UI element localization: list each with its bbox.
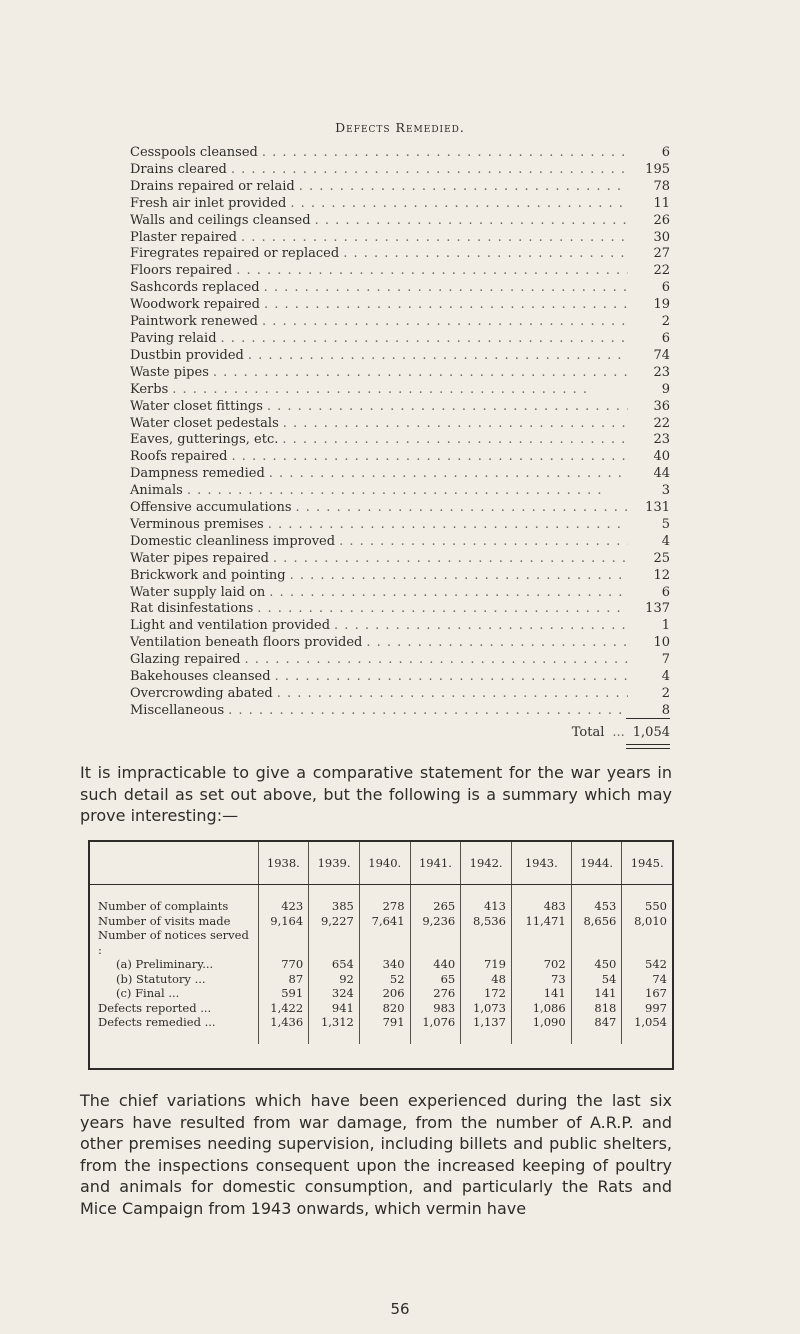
table-cell: 770 <box>258 957 309 972</box>
total-dots: ... <box>612 725 625 740</box>
defect-count: 131 <box>645 500 670 516</box>
table-cell: 265 <box>410 885 461 914</box>
table-cell: 278 <box>359 885 410 914</box>
table-cell: 1,436 <box>258 1015 309 1044</box>
defect-count: 27 <box>653 246 670 262</box>
defect-row <box>130 280 670 297</box>
defect-label: Miscellaneous <box>130 702 225 718</box>
table-cell: 702 <box>511 957 571 972</box>
defect-count: 4 <box>661 669 670 685</box>
defect-label: Cesspools cleansed <box>130 145 258 160</box>
defects-list <box>130 145 670 720</box>
row-label: Defects reported ... <box>98 1000 212 1015</box>
row-label: (b) Statutory ... <box>116 971 206 986</box>
table-row <box>90 885 672 914</box>
defect-row <box>130 635 670 652</box>
table-cell <box>410 928 461 957</box>
table-cell: 54 <box>571 972 622 987</box>
defect-row <box>130 432 670 449</box>
section-heading: Defects Remedied. <box>335 120 465 135</box>
year-header: 1944. <box>571 842 622 885</box>
defect-count: 195 <box>645 161 670 177</box>
leader-dots <box>271 669 628 686</box>
table-cell: 73 <box>511 972 571 987</box>
defect-count: 5 <box>661 516 670 532</box>
defect-label: Ventilation beneath floors provided <box>130 635 363 651</box>
table-cell: 1,422 <box>258 1001 309 1016</box>
defect-label: Eaves, gutterings, etc. <box>130 432 279 448</box>
table-row <box>90 914 672 929</box>
table-cell: 997 <box>622 1001 672 1016</box>
defect-label: Verminous premises <box>130 516 264 532</box>
defect-label: Paving relaid <box>130 330 217 346</box>
table-cell: 1,137 <box>461 1015 512 1044</box>
defect-row <box>130 551 670 568</box>
header-blank-cell <box>90 842 258 885</box>
defect-row <box>130 416 670 433</box>
table-cell: 542 <box>622 957 672 972</box>
leader-dots <box>183 483 628 500</box>
defect-row <box>130 230 670 247</box>
defect-count: 2 <box>661 686 670 701</box>
defect-count: 74 <box>653 347 670 363</box>
defect-count: 2 <box>661 314 670 330</box>
leader-dots <box>237 230 628 247</box>
defect-row <box>130 297 670 314</box>
table-cell: 324 <box>309 986 360 1001</box>
defect-label: Woodwork repaired <box>130 297 260 313</box>
defect-row <box>130 703 670 720</box>
leader-dots <box>258 314 628 331</box>
leader-dots <box>264 517 628 534</box>
table-cell: 206 <box>359 986 410 1001</box>
intro-paragraph: It is impracticable to give a comparative statement for the war years in such detail as set out above, but the following is a summary which may prove interesting:— <box>80 763 672 825</box>
leader-dots <box>339 246 628 263</box>
leader-dots <box>263 399 628 416</box>
total-value: 1,054 <box>632 725 670 740</box>
leader-dots <box>217 331 628 348</box>
row-label: (c) Final ... <box>116 986 180 1000</box>
table-cell <box>258 928 309 957</box>
defect-label: Drains cleared <box>130 161 227 177</box>
defect-count: 3 <box>661 483 670 499</box>
defect-label: Water closet fittings <box>130 398 263 414</box>
leader-dots <box>260 280 628 297</box>
table-row <box>90 972 672 987</box>
table-cell: 9,164 <box>258 914 309 929</box>
defect-count: 26 <box>653 212 670 228</box>
table-cell: 983 <box>410 1001 461 1016</box>
defect-row <box>130 568 670 585</box>
total-label: Total <box>571 725 605 740</box>
table-cell: 141 <box>511 986 571 1001</box>
defect-count: 22 <box>653 415 670 431</box>
leader-dots <box>335 534 628 551</box>
defect-row <box>130 517 670 534</box>
table-cell: 550 <box>622 885 672 914</box>
row-label: Number of notices served : <box>98 928 249 957</box>
total-rule <box>626 718 670 719</box>
leader-dots <box>209 365 628 382</box>
defect-label: Dustbin provided <box>130 347 244 363</box>
defect-row <box>130 314 670 331</box>
defect-label: Floors repaired <box>130 263 233 279</box>
defect-count: 10 <box>653 635 670 651</box>
table-cell: 591 <box>258 986 309 1001</box>
defect-row <box>130 196 670 213</box>
table-cell <box>622 928 672 957</box>
defect-row <box>130 348 670 365</box>
leader-dots <box>278 432 628 449</box>
defect-row <box>130 652 670 669</box>
defect-count: 23 <box>653 364 670 380</box>
defect-row <box>130 179 670 196</box>
year-header: 1939. <box>309 842 360 885</box>
row-label: Defects remedied ... <box>98 1015 216 1029</box>
leader-dots <box>232 263 628 280</box>
defect-label: Water pipes repaired <box>130 550 269 566</box>
table-cell: 9,236 <box>410 914 461 929</box>
defect-row <box>130 585 670 602</box>
defect-label: Animals <box>130 483 183 499</box>
defect-label: Domestic cleanliness improved <box>130 533 336 549</box>
defect-label: Roofs repaired <box>130 449 228 465</box>
defect-label: Water closet pedestals <box>130 415 279 431</box>
table-cell: 276 <box>410 986 461 1001</box>
table-cell: 340 <box>359 957 410 972</box>
table-cell: 7,641 <box>359 914 410 929</box>
defect-label: Light and ventilation provided <box>130 618 331 634</box>
defect-row <box>130 246 670 263</box>
defect-label: Bakehouses cleansed <box>130 669 271 685</box>
leader-dots <box>362 635 628 652</box>
table-cell: 8,656 <box>571 914 622 929</box>
defect-label: Drains repaired or relaid <box>130 178 295 194</box>
defect-count: 1 <box>661 618 670 634</box>
defect-count: 137 <box>645 601 670 617</box>
table-cell: 440 <box>410 957 461 972</box>
defect-row <box>130 669 670 686</box>
leader-dots <box>265 466 628 483</box>
defect-count: 30 <box>653 229 670 245</box>
defect-count: 6 <box>661 330 670 346</box>
defect-count: 78 <box>653 178 670 194</box>
defect-count: 9 <box>661 381 670 397</box>
table-row <box>90 1001 672 1016</box>
table-cell: 52 <box>359 972 410 987</box>
defect-count: 8 <box>661 702 670 718</box>
defect-label: Dampness remedied <box>130 466 265 482</box>
defect-label: Kerbs <box>130 381 169 397</box>
defect-label: Plaster repaired <box>130 229 237 245</box>
defect-count: 19 <box>653 297 670 313</box>
leader-dots <box>279 416 628 433</box>
leader-dots <box>292 500 628 517</box>
summary-header-row <box>90 842 672 885</box>
row-label: (a) Preliminary... <box>116 957 214 971</box>
table-cell <box>571 928 622 957</box>
table-cell: 9,227 <box>309 914 360 929</box>
defect-label: Paintwork renewed <box>130 314 258 330</box>
total-double-rule <box>626 744 670 749</box>
leader-dots <box>286 196 628 213</box>
year-header: 1942. <box>461 842 512 885</box>
defect-row <box>130 483 670 500</box>
table-cell: 385 <box>309 885 360 914</box>
table-cell: 453 <box>571 885 622 914</box>
defect-count: 23 <box>653 432 670 448</box>
defect-row <box>130 213 670 230</box>
table-cell: 1,090 <box>511 1015 571 1044</box>
table-cell: 719 <box>461 957 512 972</box>
defect-count: 25 <box>653 550 670 566</box>
defect-label: Brickwork and pointing <box>130 567 286 583</box>
table-cell: 11,471 <box>511 914 571 929</box>
defect-label: Fresh air inlet provided <box>130 195 287 211</box>
leader-dots <box>269 551 628 568</box>
leader-dots <box>241 652 629 669</box>
defect-row <box>130 162 670 179</box>
leader-dots <box>224 703 628 720</box>
table-cell: 413 <box>461 885 512 914</box>
year-header: 1940. <box>359 842 410 885</box>
variations-paragraph: The chief variations which have been experienced during the last six years have resulted from war damage, from the number of A.R.P. and other premises needing supervision, including billets and public shelters, from the inspections consequent upon the increased keeping of poultry and animals for domestic consumption, and particularly the Rats and Mice Campaign from 1943 onwards, which vermin have <box>80 1091 672 1218</box>
table-cell: 8,010 <box>622 914 672 929</box>
defect-row <box>130 145 670 162</box>
leader-dots <box>265 585 628 602</box>
defect-row <box>130 686 670 703</box>
leader-dots <box>295 179 628 196</box>
defect-count: 6 <box>661 145 670 160</box>
defect-count: 12 <box>653 567 670 583</box>
defect-count: 6 <box>661 584 670 600</box>
defect-label: Water supply laid on <box>130 584 266 600</box>
table-cell: 654 <box>309 957 360 972</box>
leader-dots <box>286 568 628 585</box>
defect-row <box>130 399 670 416</box>
table-cell: 1,076 <box>410 1015 461 1044</box>
year-header: 1941. <box>410 842 461 885</box>
table-row <box>90 986 672 1001</box>
table-cell: 1,312 <box>309 1015 360 1044</box>
defect-row <box>130 618 670 635</box>
defect-count: 44 <box>653 466 670 482</box>
defect-row <box>130 466 670 483</box>
table-cell: 1,086 <box>511 1001 571 1016</box>
table-cell: 87 <box>258 972 309 987</box>
row-label: Number of complaints <box>98 899 229 913</box>
defect-count: 11 <box>653 195 670 211</box>
table-cell: 818 <box>571 1001 622 1016</box>
defect-row <box>130 534 670 551</box>
defect-count: 4 <box>661 533 670 549</box>
table-cell <box>461 928 512 957</box>
leader-dots <box>168 382 628 399</box>
table-row <box>90 1015 672 1044</box>
total-row <box>572 725 670 740</box>
table-cell: 847 <box>571 1015 622 1044</box>
year-header: 1945. <box>622 842 672 885</box>
defect-count: 40 <box>653 449 670 465</box>
leader-dots <box>258 145 628 162</box>
defect-row <box>130 449 670 466</box>
defect-label: Waste pipes <box>130 364 209 380</box>
table-cell: 450 <box>571 957 622 972</box>
table-cell: 92 <box>309 972 360 987</box>
table-cell: 791 <box>359 1015 410 1044</box>
table-row <box>90 928 672 957</box>
row-label: Number of visits made <box>98 913 231 928</box>
defect-label: Offensive accumulations <box>130 500 292 516</box>
leader-dots <box>311 213 628 230</box>
table-cell: 941 <box>309 1001 360 1016</box>
defect-label: Firegrates repaired or replaced <box>130 246 340 262</box>
summary-table <box>88 840 674 1070</box>
leader-dots <box>244 348 628 365</box>
leader-dots <box>260 297 628 314</box>
table-cell: 48 <box>461 972 512 987</box>
defect-count: 6 <box>661 280 670 296</box>
defect-count: 7 <box>661 652 670 668</box>
defect-label: Glazing repaired <box>130 652 241 668</box>
table-cell: 167 <box>622 986 672 1001</box>
table-row <box>90 957 672 972</box>
defect-label: Overcrowding abated <box>130 686 273 701</box>
leader-dots <box>330 618 628 635</box>
year-header: 1943. <box>511 842 571 885</box>
table-cell: 141 <box>571 986 622 1001</box>
defect-row <box>130 331 670 348</box>
table-cell: 483 <box>511 885 571 914</box>
table-cell: 172 <box>461 986 512 1001</box>
defect-row <box>130 382 670 399</box>
table-cell <box>511 928 571 957</box>
table-cell: 65 <box>410 972 461 987</box>
leader-dots <box>227 449 628 466</box>
table-cell: 8,536 <box>461 914 512 929</box>
table-cell: 1,073 <box>461 1001 512 1016</box>
year-header: 1938. <box>258 842 309 885</box>
table-cell: 74 <box>622 972 672 987</box>
page-number: 56 <box>390 1300 410 1318</box>
table-cell <box>359 928 410 957</box>
defect-row <box>130 365 670 382</box>
defect-label: Walls and ceilings cleansed <box>130 212 311 228</box>
defect-count: 36 <box>653 398 670 414</box>
defect-row <box>130 601 670 618</box>
table-cell: 820 <box>359 1001 410 1016</box>
leader-dots <box>273 686 628 703</box>
leader-dots <box>253 601 628 618</box>
defect-label: Rat disinfestations <box>130 601 254 617</box>
table-cell <box>309 928 360 957</box>
defect-count: 22 <box>653 263 670 279</box>
table-cell: 423 <box>258 885 309 914</box>
defect-label: Sashcords replaced <box>130 280 260 296</box>
table-cell: 1,054 <box>622 1015 672 1044</box>
defect-row <box>130 263 670 280</box>
leader-dots <box>227 162 628 179</box>
defect-row <box>130 500 670 517</box>
